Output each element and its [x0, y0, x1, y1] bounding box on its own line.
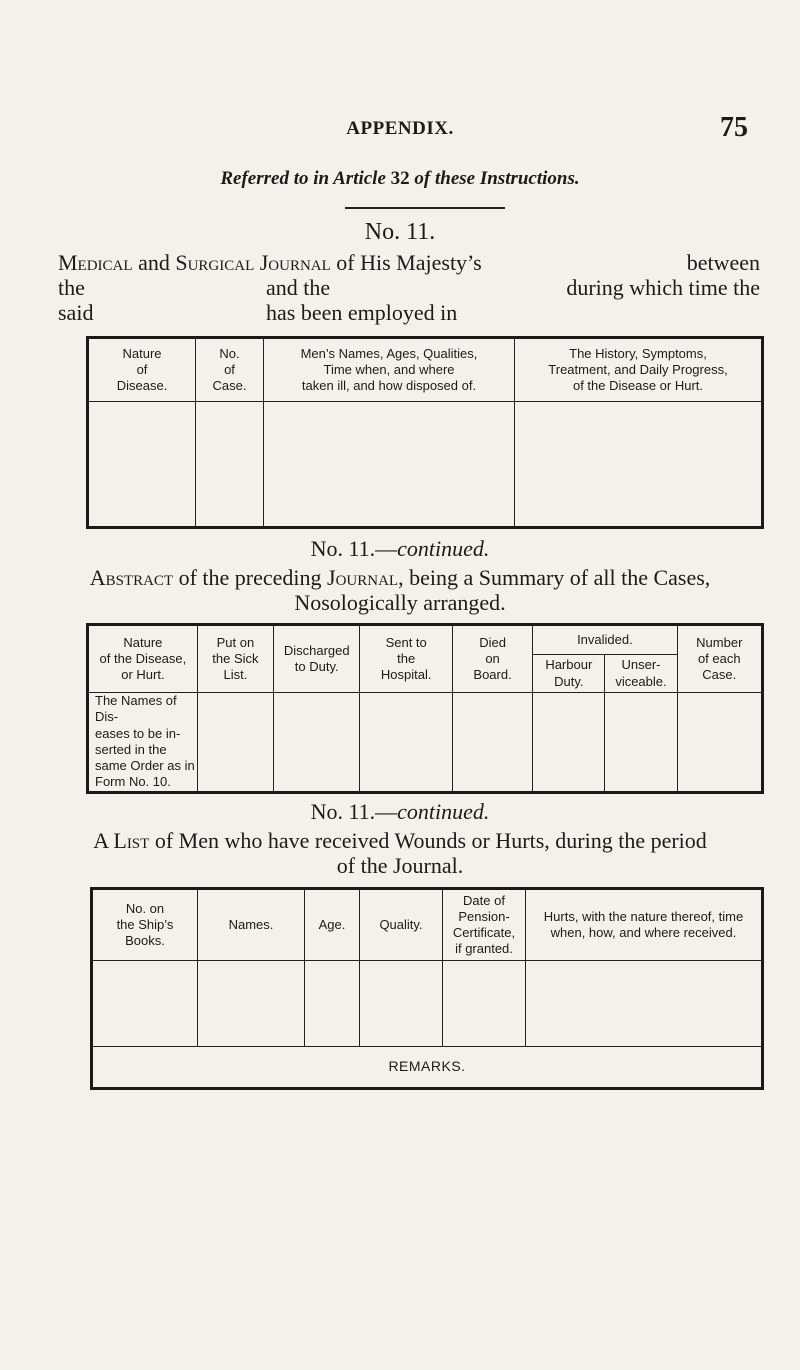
- blank-cell: [264, 402, 515, 528]
- blank-cell: [92, 961, 198, 1047]
- form3-table: [90, 887, 764, 1090]
- blank-cell: [197, 693, 273, 793]
- page-header: [0, 112, 800, 148]
- form1-title-line1: Medical and Surgical Journal of His Majesty’s between: [58, 250, 760, 275]
- col-mens-names: Men’s Names, Ages, Qualities, Time when, and where taken ill, and how disposed of.: [264, 338, 515, 402]
- col-harbour-duty: Harbour Duty.: [533, 655, 605, 693]
- col-history: The History, Symptoms, Treatment, and Daily Progress, of the Disease or Hurt.: [515, 338, 763, 402]
- form2-title-line2: Nosologically arranged.: [294, 590, 506, 615]
- col-number-of-case: Number of each Case.: [677, 625, 762, 693]
- col-died-on-board: Died on Board.: [452, 625, 532, 693]
- col-invalided: Invalided.: [533, 625, 677, 655]
- col-hurts: Hurts, with the nature thereof, time when, how, and where received.: [526, 889, 763, 961]
- table-row: [88, 693, 763, 793]
- col-discharged: Discharged to Duty.: [274, 625, 360, 693]
- form3-number: No. 11.—continued.: [310, 799, 490, 824]
- col-ship-books-number: No. on the Ship’s Books.: [92, 889, 198, 961]
- remarks-row: [92, 1047, 763, 1089]
- form3-title-line1: A List of Men who have received Wounds or Hurts, during the period: [93, 828, 707, 853]
- blank-cell: [677, 693, 762, 793]
- form3-title-line2: of the Journal.: [336, 853, 464, 878]
- blank-cell: [526, 961, 763, 1047]
- col-pension-date: Date of Pension- Certificate, if granted.: [443, 889, 526, 961]
- form2-number: No. 11.—continued.: [310, 536, 490, 561]
- blank-cell: [452, 693, 532, 793]
- reference-line: Referred to in Article 32 of these Instructions.: [220, 168, 580, 189]
- blank-cell: [198, 961, 305, 1047]
- table-row: [88, 402, 763, 528]
- disease-names-note: The Names of Dis- eases to be in- serted in the same Order as in Form No. 10.: [88, 693, 198, 793]
- blank-cell: [360, 961, 443, 1047]
- col-nature-of-disease: Nature of Disease.: [88, 338, 196, 402]
- blank-cell: [605, 693, 677, 793]
- section-title: APPENDIX.: [346, 118, 454, 139]
- col-case-number: No. of Case.: [196, 338, 264, 402]
- page-number: 75: [720, 112, 748, 143]
- form2-title-line1: Abstract of the preceding Journal, being a Summary of all the Cases,: [89, 565, 711, 590]
- blank-cell: [88, 402, 196, 528]
- blank-cell: [443, 961, 526, 1047]
- col-sent-to-hospital: Sent to the Hospital.: [360, 625, 453, 693]
- blank-cell: [515, 402, 763, 528]
- blank-cell: [533, 693, 605, 793]
- form2-table: [86, 623, 764, 794]
- remarks-label: REMARKS.: [92, 1047, 763, 1089]
- col-age: Age.: [305, 889, 360, 961]
- table-row: [92, 961, 763, 1047]
- blank-cell: [196, 402, 264, 528]
- form1-title-line2: the and the during which time the: [58, 275, 760, 300]
- col-names: Names.: [198, 889, 305, 961]
- form1-title-line3: said has been employed in: [58, 300, 458, 325]
- blank-cell: [360, 693, 453, 793]
- blank-cell: [305, 961, 360, 1047]
- col-nature-of-disease: Nature of the Disease, or Hurt.: [88, 625, 198, 693]
- col-put-on-sick-list: Put on the Sick List.: [197, 625, 273, 693]
- divider: [345, 207, 505, 209]
- form1-number: No. 11.: [364, 219, 436, 245]
- col-quality: Quality.: [360, 889, 443, 961]
- form1-table: [86, 336, 764, 529]
- col-unserviceable: Unser- viceable.: [605, 655, 677, 693]
- blank-cell: [274, 693, 360, 793]
